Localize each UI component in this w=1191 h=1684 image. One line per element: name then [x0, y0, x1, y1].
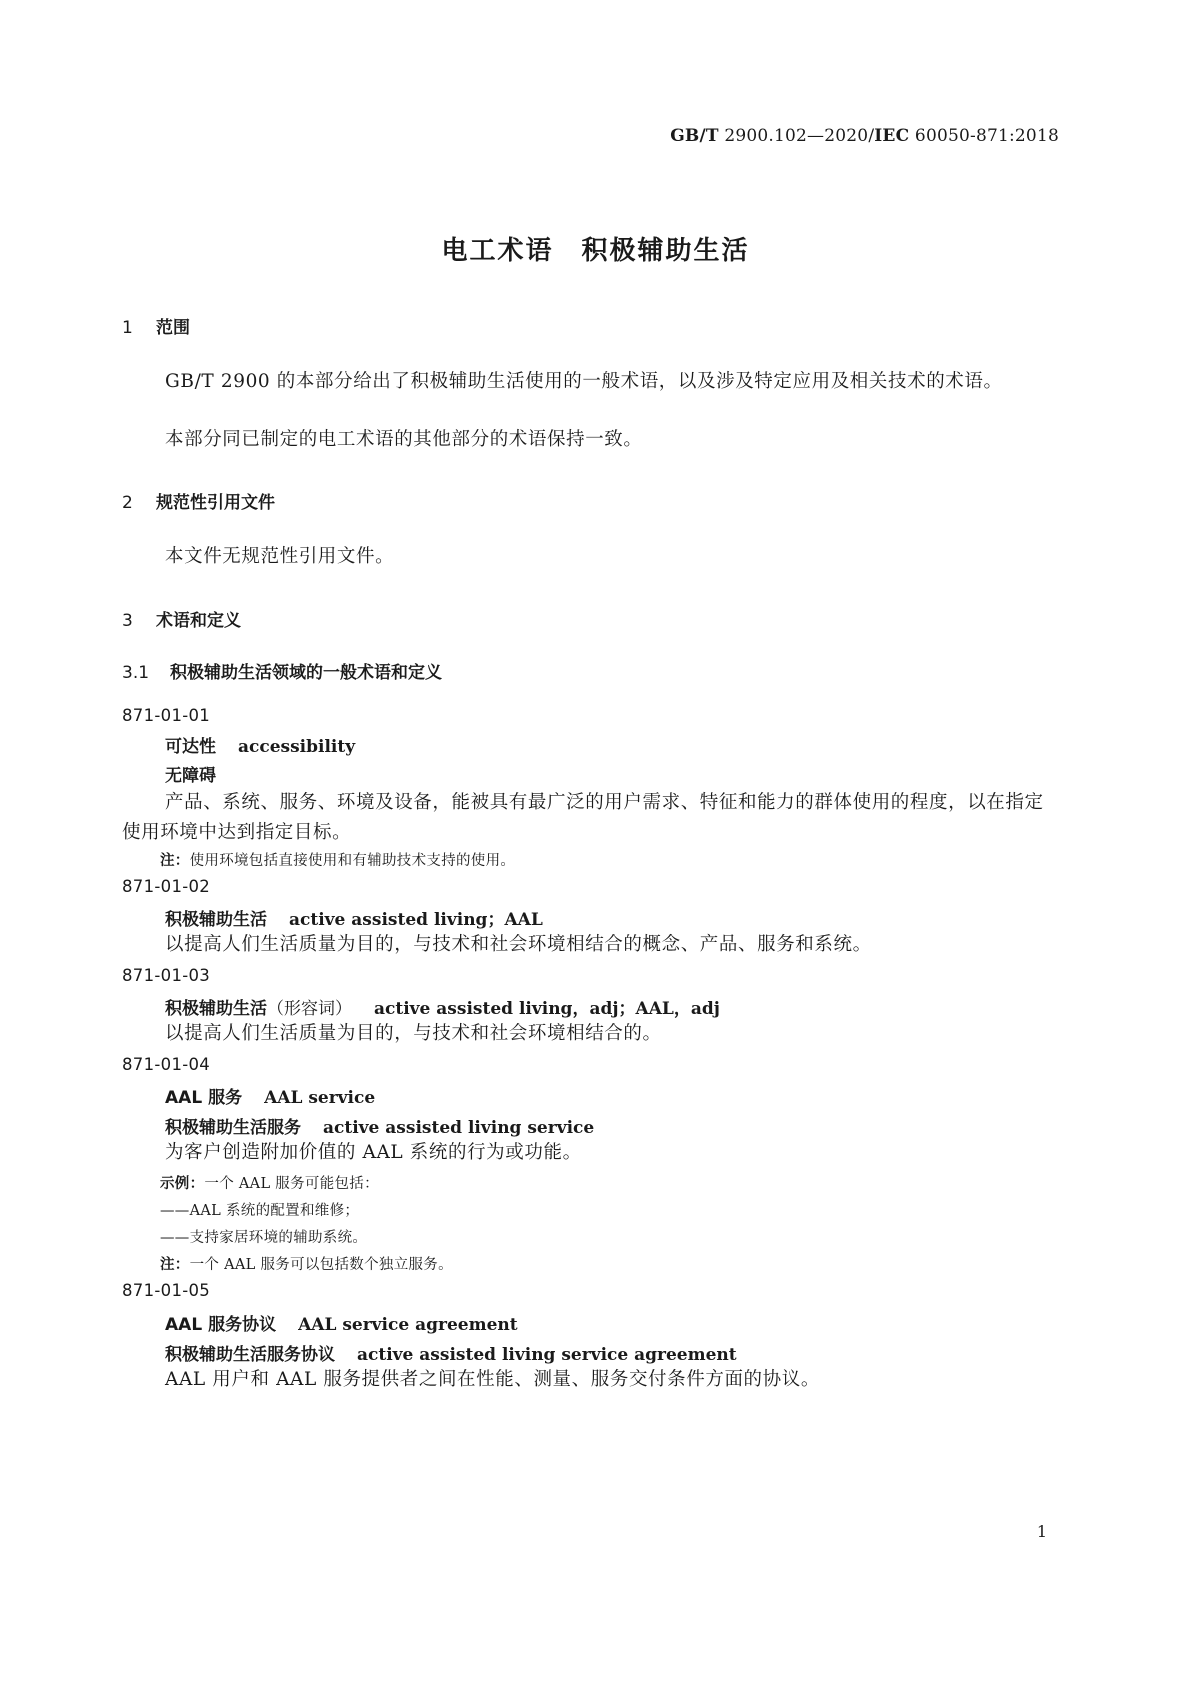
- term-name: AAL 服务协议 AAL service agreement: [165, 1315, 518, 1335]
- section-number: 2: [122, 493, 133, 513]
- term-example: 示例：一个 AAL 服务可能包括：: [160, 1176, 379, 1192]
- section-3-heading: [122, 606, 241, 631]
- section-1-heading: [122, 313, 190, 338]
- section-1-paragraph-1: GB/T 2900 的本部分给出了积极辅助生活使用的一般术语，以及涉及特定应用及相关技术的术语。: [165, 371, 1003, 392]
- term-id: 871-01-01: [122, 706, 211, 725]
- page-title: 电工术语 积极辅助生活: [441, 236, 750, 266]
- example-item: ——AAL 系统的配置和维修；: [160, 1203, 360, 1219]
- term-note: 注：使用环境包括直接使用和有辅助技术支持的使用。: [160, 853, 516, 869]
- standard-code: [670, 126, 1059, 146]
- section-title: 规范性引用文件: [156, 493, 275, 513]
- term-name-alternative: 积极辅助生活服务协议 active assisted living service agreement: [165, 1345, 737, 1365]
- std-iec: IEC: [874, 126, 910, 146]
- term-definition: 产品、系统、服务、环境及设备，能被具有最广泛的用户需求、特征和能力的群体使用的程度，以在指定使用环境中达到指定目标。: [122, 792, 1044, 843]
- section-3-1-heading: [122, 658, 442, 683]
- term-definition: 为客户创造附加价值的 AAL 系统的行为或功能。: [165, 1142, 582, 1163]
- section-number: 3.1: [122, 663, 150, 683]
- term-definition: 以提高人们生活质量为目的，与技术和社会环境相结合的。: [165, 1023, 662, 1044]
- term-definition: AAL 用户和 AAL 服务提供者之间在性能、测量、服务交付条件方面的协议。: [165, 1369, 820, 1390]
- term-id: 871-01-04: [122, 1055, 211, 1074]
- std-num: 2900.102—2020/: [724, 126, 875, 146]
- section-number: 1: [122, 318, 133, 338]
- section-number: 3: [122, 611, 133, 631]
- std-gb: GB/T: [670, 126, 719, 146]
- term-name-alternative: 积极辅助生活服务 active assisted living service: [165, 1118, 595, 1138]
- term-definition: 以提高人们生活质量为目的，与技术和社会环境相结合的概念、产品、服务和系统。: [165, 934, 872, 955]
- term-id: 871-01-02: [122, 877, 211, 896]
- term-id: 871-01-03: [122, 966, 211, 985]
- section-2-heading: [122, 488, 275, 513]
- term-name: AAL 服务 AAL service: [165, 1088, 376, 1108]
- section-title: 积极辅助生活领域的一般术语和定义: [170, 663, 442, 683]
- example-item: ——支持家居环境的辅助系统。: [160, 1230, 368, 1246]
- section-2-paragraph: 本文件无规范性引用文件。: [165, 546, 395, 567]
- term-name: 积极辅助生活（形容词） active assisted living，adj；AAL，adj: [165, 999, 720, 1019]
- term-alternative: 无障碍: [165, 766, 216, 786]
- term-note: 注：一个 AAL 服务可以包括数个独立服务。: [160, 1257, 453, 1273]
- term-name: 积极辅助生活 active assisted living；AAL: [165, 910, 543, 930]
- page-number: 1: [1036, 1522, 1047, 1541]
- section-title: 范围: [156, 318, 190, 338]
- std-iec-num: 60050-871:2018: [914, 126, 1059, 146]
- term-name: 可达性 accessibility: [165, 737, 356, 757]
- section-title: 术语和定义: [156, 611, 241, 631]
- section-1-paragraph-2: 本部分同已制定的电工术语的其他部分的术语保持一致。: [165, 429, 643, 450]
- term-id: 871-01-05: [122, 1281, 211, 1300]
